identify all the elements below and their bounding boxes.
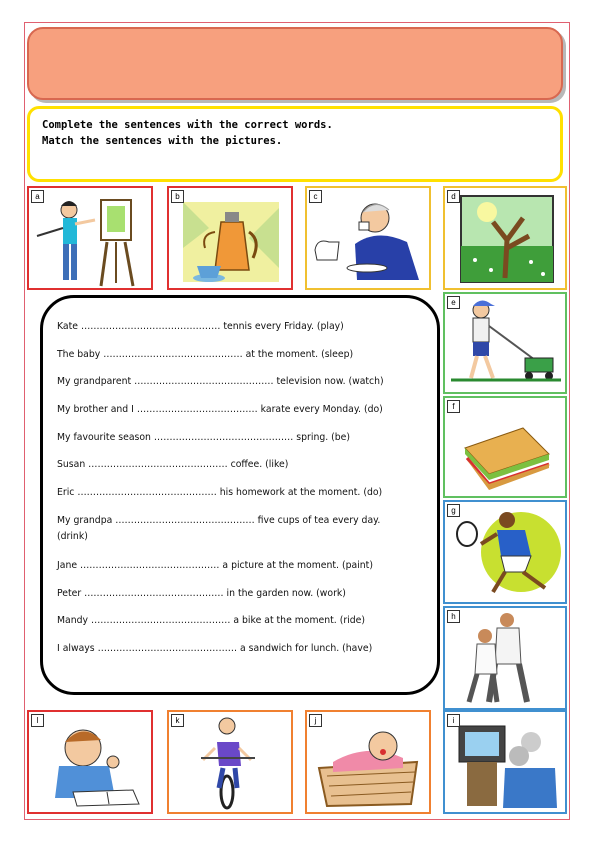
grandpa-drinking-tea-icon [307, 188, 429, 288]
picture-b[interactable] [167, 186, 293, 290]
picture-g[interactable] [443, 500, 567, 604]
picture-label: j [309, 714, 322, 727]
girl-painting-easel-icon [29, 188, 151, 288]
girl-playing-tennis-icon [445, 502, 565, 602]
sentence-8 [57, 514, 427, 544]
picture-c[interactable] [305, 186, 431, 290]
sentence-text: My grandparent ……………………………………… television now. (watch) [57, 376, 384, 387]
karate-fighters-icon [445, 608, 565, 708]
picture-label: c [309, 190, 322, 203]
picture-label: g [447, 504, 460, 517]
sentence-9 [57, 559, 427, 573]
coffee-pot-icon [169, 188, 291, 288]
picture-label: f [447, 400, 460, 413]
picture-label: d [447, 190, 460, 203]
sentence-text: My brother and I ………………………………… karate every Monday. (do) [57, 404, 383, 415]
sentence-1 [57, 320, 427, 334]
instructions-box [27, 106, 563, 182]
sentence-text: I always ……………………………………… a sandwich for lunch. (have) [57, 643, 373, 654]
sentence-7 [57, 486, 427, 500]
sentence-2 [57, 348, 427, 362]
picture-label: b [171, 190, 184, 203]
sentence-text: Peter ……………………………………… in the garden now. (work) [57, 588, 346, 599]
grandparents-watching-tv-icon [445, 712, 565, 812]
title-banner [27, 27, 563, 100]
picture-label: a [31, 190, 44, 203]
picture-a[interactable] [27, 186, 153, 290]
baby-sleeping-cradle-icon [307, 712, 429, 812]
boy-riding-bike-icon [169, 712, 291, 812]
spring-tree-icon [445, 188, 565, 288]
sentence-4 [57, 403, 427, 417]
picture-label: e [447, 296, 460, 309]
sentence-10 [57, 587, 427, 601]
picture-i[interactable] [443, 710, 567, 814]
picture-e[interactable] [443, 292, 567, 394]
picture-f[interactable] [443, 396, 567, 498]
sentence-text: My favourite season ……………………………………… spring. (be) [57, 432, 351, 443]
sentence-3 [57, 375, 427, 389]
sentence-6 [57, 458, 427, 472]
picture-l[interactable] [27, 710, 153, 814]
sentence-text-cont: (drink) [57, 531, 88, 542]
picture-k[interactable] [167, 710, 293, 814]
sentence-text: My grandpa ……………………………………… five cups of tea every day. [57, 515, 381, 526]
boy-mowing-lawn-icon [445, 294, 565, 392]
sentences-box [40, 295, 440, 695]
picture-label: h [447, 610, 460, 623]
sentence-12 [57, 642, 427, 656]
picture-h[interactable] [443, 606, 567, 710]
picture-d[interactable] [443, 186, 567, 290]
picture-j[interactable] [305, 710, 431, 814]
picture-label: l [31, 714, 44, 727]
sentence-text: Eric ……………………………………… his homework at the moment. (do) [57, 487, 383, 498]
instruction-line-2: Match the sentences with the pictures. [42, 135, 283, 147]
sentence-5 [57, 431, 427, 445]
sentence-text: Susan ……………………………………… coffee. (like) [57, 459, 289, 470]
instruction-line-1: Complete the sentences with the correct words. [42, 119, 333, 131]
sandwich-icon [445, 398, 565, 496]
picture-label: k [171, 714, 184, 727]
sentence-text: Kate ……………………………………… tennis every Friday. (play) [57, 321, 344, 332]
sentence-text: The baby ……………………………………… at the moment. (sleep) [57, 349, 354, 360]
picture-label: i [447, 714, 460, 727]
sentence-text: Jane ……………………………………… a picture at the moment. (paint) [57, 560, 373, 571]
sentence-text: Mandy ……………………………………… a bike at the moment. (ride) [57, 615, 365, 626]
sentence-11 [57, 614, 427, 628]
boy-doing-homework-icon [29, 712, 151, 812]
